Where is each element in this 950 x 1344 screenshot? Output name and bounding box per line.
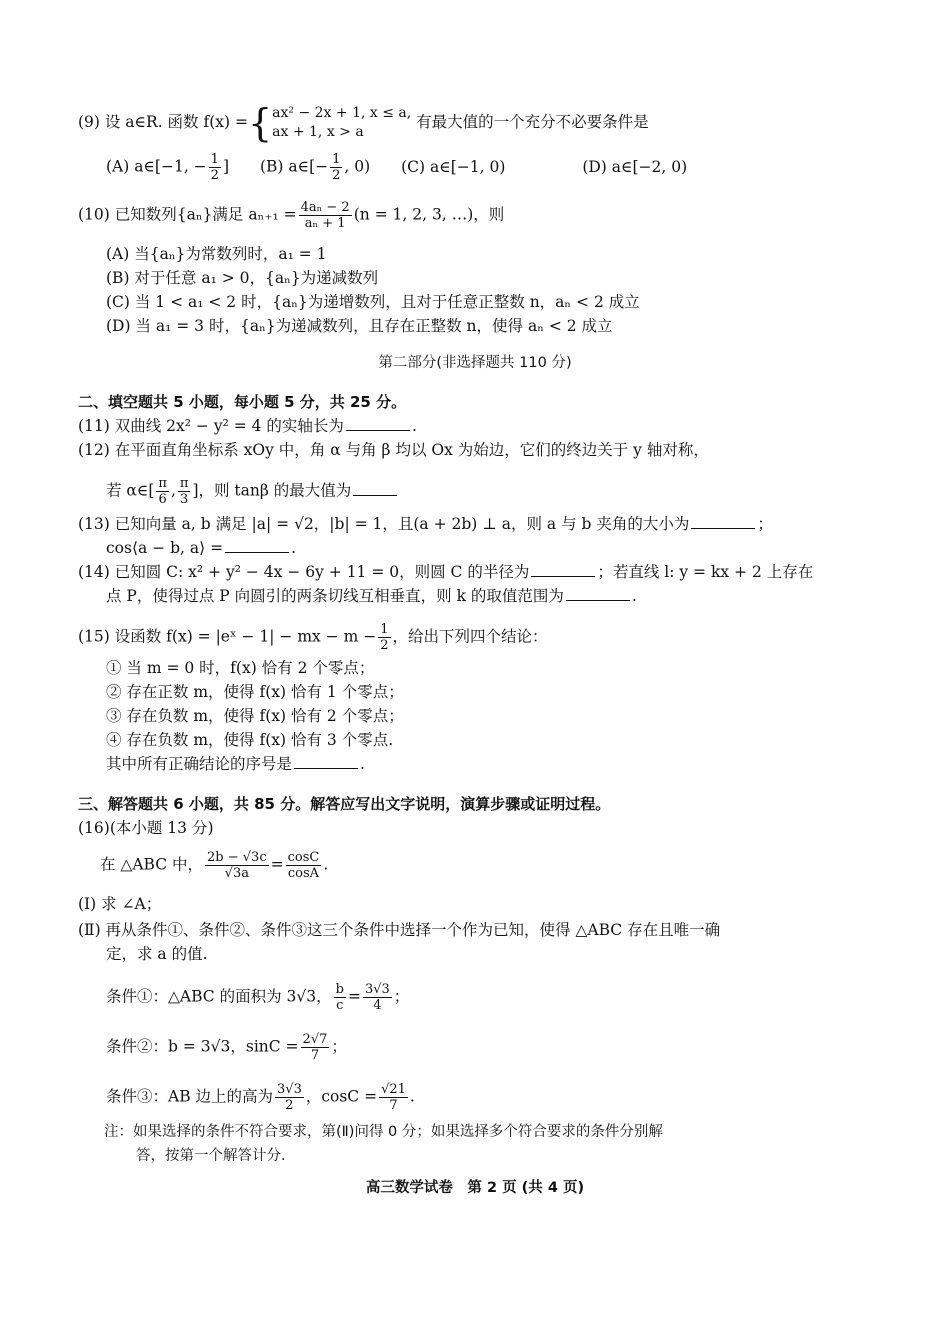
q15-ask-text: 其中所有正确结论的序号是 — [106, 755, 293, 773]
q15-stem-pre: (15) 设函数 f(x) = |eˣ − 1| − mx − m − — [78, 627, 377, 646]
fraction — [205, 850, 269, 881]
q16-part2-line2: 定，求 a 的值. — [106, 945, 208, 963]
denominator: 6 — [158, 492, 167, 507]
denominator: cosA — [287, 866, 320, 881]
q10-option-a: (A) 当{aₙ}为常数列时，a₁ = 1 — [106, 245, 327, 263]
q9-opt-a-post: ] — [222, 157, 230, 176]
q13-line1 — [78, 514, 773, 534]
cond3-pre: 条件③：AB 边上的高为 — [106, 1087, 274, 1106]
denominator: 2 — [380, 638, 389, 653]
semicolon: ； — [393, 987, 410, 1006]
cond3-mid: ，cosC = — [305, 1087, 378, 1106]
fraction — [330, 152, 342, 183]
q16-note-line1: 注：如果选择的条件不符合要求，第(Ⅱ)问得 0 分；如果选择多个符合要求的条件分别解 — [104, 1124, 663, 1140]
q16-part1: (Ⅰ) 求 ∠A； — [78, 895, 162, 913]
q15-conclusion-2: ② 存在正数 m，使得 f(x) 恰有 1 个零点； — [106, 683, 404, 701]
q15-conclusion-4: ④ 存在负数 m，使得 f(x) 恰有 3 个零点. — [106, 731, 394, 749]
answer-blank — [353, 481, 397, 496]
q16-head: (16)(本小题 13 分) — [78, 819, 214, 837]
fraction — [178, 476, 191, 507]
denominator: c — [336, 998, 344, 1013]
semicolon: ； — [331, 1037, 347, 1056]
numerator: √21 — [381, 1082, 406, 1097]
q9-option-d: (D) a∈[−2, 0) — [582, 157, 688, 176]
numerator: 3√3 — [277, 1082, 302, 1097]
equals: = — [270, 855, 284, 874]
q9-opt-b-post: , 0) — [344, 157, 371, 176]
answer-blank — [691, 514, 755, 529]
q16-given — [100, 850, 328, 881]
fraction — [156, 476, 169, 507]
q15-conclusion-1: ① 当 m = 0 时，f(x) 恰有 2 个零点； — [106, 659, 375, 677]
numerator: 2b − √3c — [207, 850, 267, 865]
fraction — [301, 1032, 330, 1063]
numerator: b — [335, 982, 344, 997]
piecewise-brace: { — [247, 101, 273, 145]
q10-stem-post: (n = 1, 2, 3, …)，则 — [353, 205, 505, 224]
equals: = — [347, 987, 361, 1006]
fraction — [275, 1082, 304, 1113]
denominator: 7 — [389, 1098, 398, 1113]
q14-line1 — [78, 562, 813, 582]
q12-line1: (12) 在平面直角坐标系 xOy 中，角 α 与角 β 均以 Ox 为始边，它们的终边关于 y 轴对称， — [78, 441, 709, 459]
answer-blank — [225, 538, 289, 553]
piecewise-definition — [272, 104, 411, 142]
cond1-pre: 条件①：△ABC 的面积为 3√3， — [106, 987, 332, 1006]
q16-given-pre: 在 △ABC 中， — [100, 855, 204, 874]
denominator: 3 — [180, 492, 189, 507]
q11: (11) 双曲线 2x² − y² = 4 的实轴长为 . — [78, 417, 417, 435]
cond2-pre: 条件②：b = 3√3，sinC = — [106, 1037, 299, 1056]
q11-text: (11) 双曲线 2x² − y² = 4 的实轴长为 — [78, 417, 344, 435]
period: . — [409, 1087, 415, 1106]
q13-line2-text: cos⟨a − b, a⟩ = — [106, 539, 224, 557]
period: . — [323, 855, 329, 874]
answer-blank — [566, 586, 630, 601]
q9-stem — [78, 101, 649, 145]
q15-stem — [78, 622, 548, 653]
part2-heading — [0, 352, 950, 373]
numerator: π — [158, 476, 167, 491]
denominator: 4 — [373, 998, 382, 1013]
q14-line2: 点 P，使得过点 P 向圆引的两条切线互相垂直，则 k 的取值范围为 . — [106, 587, 637, 605]
fraction — [209, 152, 221, 183]
q9-option-a — [106, 152, 229, 183]
numerator: 2√7 — [302, 1032, 328, 1047]
q12-line2: 若 α∈[ $\frac{\pi}{6}$ , $\frac{\pi}{3}$ ]，则 tanβ 的最大值为 — [106, 476, 399, 507]
fraction — [379, 1082, 408, 1113]
piece-1: ax² − 2x + 1, x ≤ a, — [272, 105, 412, 121]
numerator: 1 — [210, 152, 219, 167]
q13-line1-end: ； — [757, 515, 773, 533]
q13-line2: cos⟨a − b, a⟩ = . — [106, 539, 297, 557]
q16-condition-3 — [106, 1082, 415, 1113]
answer-blank — [346, 416, 410, 431]
numerator: 4aₙ − 2 — [300, 200, 350, 215]
denominator: 2 — [332, 168, 341, 183]
part2-title: 第二部分 — [378, 355, 437, 371]
numerator: cosC — [287, 850, 320, 865]
q16-part2-line1: (Ⅱ) 再从条件①、条件②、条件③这三个条件中选择一个作为已知，使得 △ABC 存在且唯一确 — [78, 921, 721, 939]
q16-note-line2: 答，按第一个解答计分. — [136, 1148, 286, 1164]
q9-opt-b-pre: (B) a∈[− — [259, 157, 329, 176]
q10-option-c: (C) 当 1 < a₁ < 2 时，{aₙ}为递增数列，且对于任意正整数 n，aₙ < 2 成立 — [106, 293, 640, 311]
q14-line2-text: 点 P，使得过点 P 向圆引的两条切线互相垂直，则 k 的取值范围为 — [106, 587, 564, 605]
fraction — [378, 622, 390, 653]
q13-line1-text: (13) 已知向量 a, b 满足 |a| = √2，|b| = 1，且(a + 2b) ⊥ a，则 a 与 b 夹角的大小为 — [78, 515, 690, 533]
fraction — [363, 982, 392, 1013]
q14-line1-post: ；若直线 l: y = kx + 2 上存在 — [597, 563, 814, 581]
q10-stem-pre: (10) 已知数列{aₙ}满足 aₙ₊₁ = — [78, 205, 297, 224]
denominator: aₙ + 1 — [304, 216, 346, 231]
q9-opt-a-pre: (A) a∈[−1, − — [106, 157, 207, 176]
q15-conclusion-3: ③ 存在负数 m，使得 f(x) 恰有 2 个零点； — [106, 707, 404, 725]
q10-stem — [78, 200, 504, 231]
denominator: 2 — [210, 168, 219, 183]
q14-line1-text: (14) 已知圆 C: x² + y² − 4x − 6y + 11 = 0，则圆 C 的半径为 — [78, 563, 530, 581]
fraction — [286, 850, 322, 881]
denominator: 2 — [285, 1098, 294, 1113]
q12-line2-pre: 若 α∈[ — [106, 481, 155, 500]
answer-blank — [531, 562, 595, 577]
q15-ask: 其中所有正确结论的序号是 . — [106, 755, 365, 773]
q16-condition-2 — [106, 1032, 347, 1063]
q12-line2-post: ]，则 tanβ 的最大值为 — [192, 481, 352, 500]
q9-stem-pre: (9) 设 a∈R. 函数 f(x) = — [78, 113, 248, 131]
q16-condition-1 — [106, 982, 409, 1013]
numerator: 3√3 — [364, 982, 390, 997]
numerator: π — [179, 476, 189, 491]
numerator: 1 — [380, 622, 389, 637]
denominator: √3a — [224, 866, 249, 881]
q9-option-c: (C) a∈[−1, 0) — [401, 157, 506, 176]
fraction — [334, 982, 346, 1013]
fill-section-heading: 二、填空题共 5 小题，每小题 5 分，共 25 分。 — [78, 393, 407, 411]
recurrence-fraction — [299, 200, 352, 231]
q10-option-d: (D) 当 a₁ = 3 时，{aₙ}为递减数列，且存在正整数 n，使得 aₙ < 2 成立 — [106, 317, 613, 335]
solve-section-heading: 三、解答题共 6 小题，共 85 分。解答应写出文字说明，演算步骤或证明过程。 — [78, 795, 611, 813]
answer-blank — [294, 754, 358, 769]
q15-stem-post: ，给出下列四个结论： — [392, 627, 548, 646]
q9-stem-post: 有最大值的一个充分不必要条件是 — [416, 113, 649, 131]
denominator: 7 — [310, 1048, 320, 1063]
piece-2: ax + 1, x > a — [272, 124, 364, 140]
page-footer: 高三数学试卷 第 2 页 (共 4 页) — [365, 1180, 585, 1196]
q9-options — [106, 152, 713, 183]
q9-option-b — [260, 152, 370, 183]
numerator: 1 — [332, 152, 341, 167]
part2-subtitle: (非选择题共 110 分) — [436, 355, 572, 371]
q10-option-b: (B) 对于任意 a₁ > 0，{aₙ}为递减数列 — [106, 269, 379, 287]
